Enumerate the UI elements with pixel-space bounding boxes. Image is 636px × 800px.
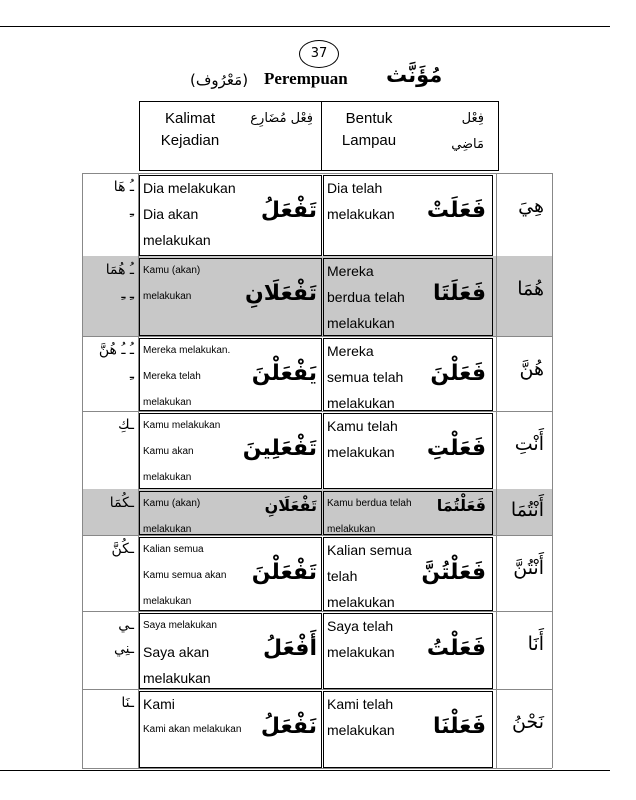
- page-number: 37: [299, 40, 339, 68]
- suffix-text: ـكِ: [118, 417, 134, 433]
- suffix-text: ـي: [118, 617, 134, 633]
- pronoun-text: هُمَا: [517, 278, 544, 300]
- past-cell: [323, 258, 493, 336]
- present-meaning: melakukan: [143, 291, 192, 302]
- table-row: [82, 611, 552, 689]
- present-meaning: Kami: [143, 696, 175, 712]
- pronoun-text: هِيَ: [518, 195, 544, 217]
- suffix-text: ـُ هَا: [113, 179, 134, 195]
- present-verb: تَفْعَلِينَ: [242, 436, 317, 461]
- past-meaning: melakukan: [327, 644, 395, 660]
- past-meaning: Mereka: [327, 343, 374, 359]
- past-meaning: Kalian semua: [327, 542, 412, 558]
- column-divider: [552, 173, 553, 768]
- present-meaning: Kami akan melakukan: [143, 724, 242, 735]
- present-cell: [139, 537, 322, 611]
- past-verb: فَعَلْنَ: [430, 361, 486, 386]
- header-present: [139, 101, 322, 171]
- past-cell: [323, 413, 493, 489]
- present-meaning: melakukan: [143, 670, 211, 686]
- present-meaning: Kalian semua: [143, 544, 204, 555]
- row-divider: [82, 768, 552, 769]
- table-row: [82, 336, 552, 411]
- past-verb: فَعَلْتُمَا: [436, 496, 486, 515]
- present-meaning: Kamu (akan): [143, 498, 201, 509]
- suffix-text: ـِ: [129, 203, 134, 219]
- past-meaning: Saya telah: [327, 618, 394, 634]
- past-cell: [323, 613, 493, 689]
- past-verb: فَعَلْنَا: [432, 714, 486, 739]
- present-meaning: Kamu akan: [143, 446, 194, 457]
- past-cell: [323, 338, 493, 411]
- header-past-line2: Lampau: [341, 132, 397, 149]
- present-verb: تَفْعَلْنَ: [251, 560, 317, 585]
- present-meaning: Kamu semua akan: [143, 570, 227, 581]
- pronoun-text: نَحْنُ: [511, 711, 544, 733]
- present-meaning: Mereka telah: [143, 371, 201, 382]
- past-meaning: melakukan: [327, 444, 395, 460]
- present-cell: [139, 258, 322, 336]
- present-meaning: melakukan: [143, 472, 192, 483]
- present-verb: يَفْعَلْنَ: [251, 361, 317, 386]
- past-verb: فَعَلْتُنَّ: [421, 560, 486, 585]
- present-cell: [139, 175, 322, 256]
- present-verb: تَفْعَلَانِ: [245, 281, 317, 306]
- bottom-rule: [0, 770, 610, 771]
- pronoun-text: أَنْتِ: [514, 433, 544, 455]
- pronoun-text: أَنْتُمَا: [510, 499, 544, 521]
- pronoun-text: أَنَا: [527, 633, 544, 655]
- present-meaning: melakukan: [143, 397, 192, 408]
- past-meaning: semua telah: [327, 369, 404, 385]
- pronoun-text: هُنَّ: [519, 358, 544, 380]
- suffix-text: ـِ ـِ: [121, 286, 134, 302]
- past-cell: [323, 537, 493, 611]
- page-title: [190, 65, 450, 95]
- present-cell: [139, 491, 322, 535]
- present-meaning: Kamu melakukan: [143, 420, 221, 431]
- present-meaning: Mereka melakukan.: [143, 345, 231, 356]
- header-past-line1: Bentuk: [345, 110, 393, 127]
- suffix-text: ـكُنَّ: [111, 541, 134, 557]
- past-meaning: melakukan: [327, 206, 395, 222]
- present-meaning: Saya melakukan: [143, 620, 217, 631]
- header-present-line1: Kalimat: [164, 110, 216, 127]
- header-past-arabic-2: مَاضِي: [451, 137, 484, 152]
- past-meaning: Kamu berdua telah: [327, 498, 412, 509]
- table-row: [82, 173, 552, 256]
- present-meaning: Saya akan: [143, 644, 210, 660]
- suffix-text: ـُ هُمَا: [105, 262, 134, 278]
- row-divider: [82, 173, 552, 174]
- present-cell: [139, 691, 322, 768]
- pronoun-text: أَنْتُنَّ: [513, 557, 544, 579]
- present-cell: [139, 613, 322, 689]
- past-cell: [323, 491, 493, 535]
- past-verb: فَعَلَتْ: [426, 198, 486, 223]
- past-verb: فَعَلْتِ: [426, 436, 486, 461]
- present-cell: [139, 338, 322, 411]
- suffix-text: ـكُمَا: [109, 495, 134, 511]
- table-row: [82, 411, 552, 489]
- table-row: [82, 489, 552, 535]
- present-meaning: Dia akan: [143, 206, 199, 222]
- past-meaning: melakukan: [327, 315, 395, 331]
- present-meaning: melakukan: [143, 596, 192, 607]
- table-row: [82, 535, 552, 611]
- past-meaning: melakukan: [327, 395, 395, 411]
- title-arabic: مُؤَنَّث: [386, 63, 443, 87]
- past-meaning: telah: [327, 568, 358, 584]
- past-meaning: berdua telah: [327, 289, 405, 305]
- past-verb: فَعَلَتَا: [432, 281, 486, 306]
- suffix-text: ـِ: [129, 366, 134, 382]
- suffix-text: ـُ ـُ هُنَّ: [98, 342, 134, 358]
- past-verb: فَعَلْتُ: [426, 636, 486, 661]
- past-meaning: melakukan: [327, 722, 395, 738]
- past-meaning: Kami telah: [327, 696, 394, 712]
- present-meaning: melakukan: [143, 232, 211, 248]
- present-meaning: melakukan: [143, 524, 192, 535]
- title-latin: Perempuan: [264, 69, 348, 88]
- past-meaning: melakukan: [327, 524, 376, 535]
- suffix-text: ـنَا: [121, 695, 134, 711]
- column-divider: [496, 173, 497, 768]
- present-verb: تَفْعَلَانِ: [264, 496, 317, 515]
- past-meaning: Mereka: [327, 263, 374, 279]
- header-present-arabic: فِعْل مُضَارِع: [250, 111, 313, 126]
- table-row: [82, 256, 552, 336]
- past-cell: [323, 175, 493, 256]
- present-verb: أَفْعَلُ: [262, 636, 317, 661]
- top-rule: [0, 26, 610, 27]
- header-past: [321, 101, 499, 171]
- header-past-arabic-1: فِعْل: [461, 111, 484, 126]
- column-divider: [82, 173, 83, 768]
- suffix-text: ـنِي: [114, 641, 134, 657]
- title-sub-arabic: (مَعْرُوف): [190, 71, 249, 89]
- past-cell: [323, 691, 493, 768]
- past-meaning: Kamu telah: [327, 418, 398, 434]
- table-row: [82, 689, 552, 768]
- present-verb: نَفْعَلُ: [260, 714, 317, 739]
- conjugation-table: [82, 173, 552, 768]
- present-meaning: Dia melakukan: [143, 180, 236, 196]
- present-meaning: Kamu (akan): [143, 265, 201, 276]
- column-divider: [138, 173, 139, 768]
- past-meaning: Dia telah: [327, 180, 383, 196]
- past-meaning: melakukan: [327, 594, 395, 610]
- present-verb: تَفْعَلُ: [260, 198, 317, 223]
- header-present-line2: Kejadian: [160, 132, 220, 149]
- present-cell: [139, 413, 322, 489]
